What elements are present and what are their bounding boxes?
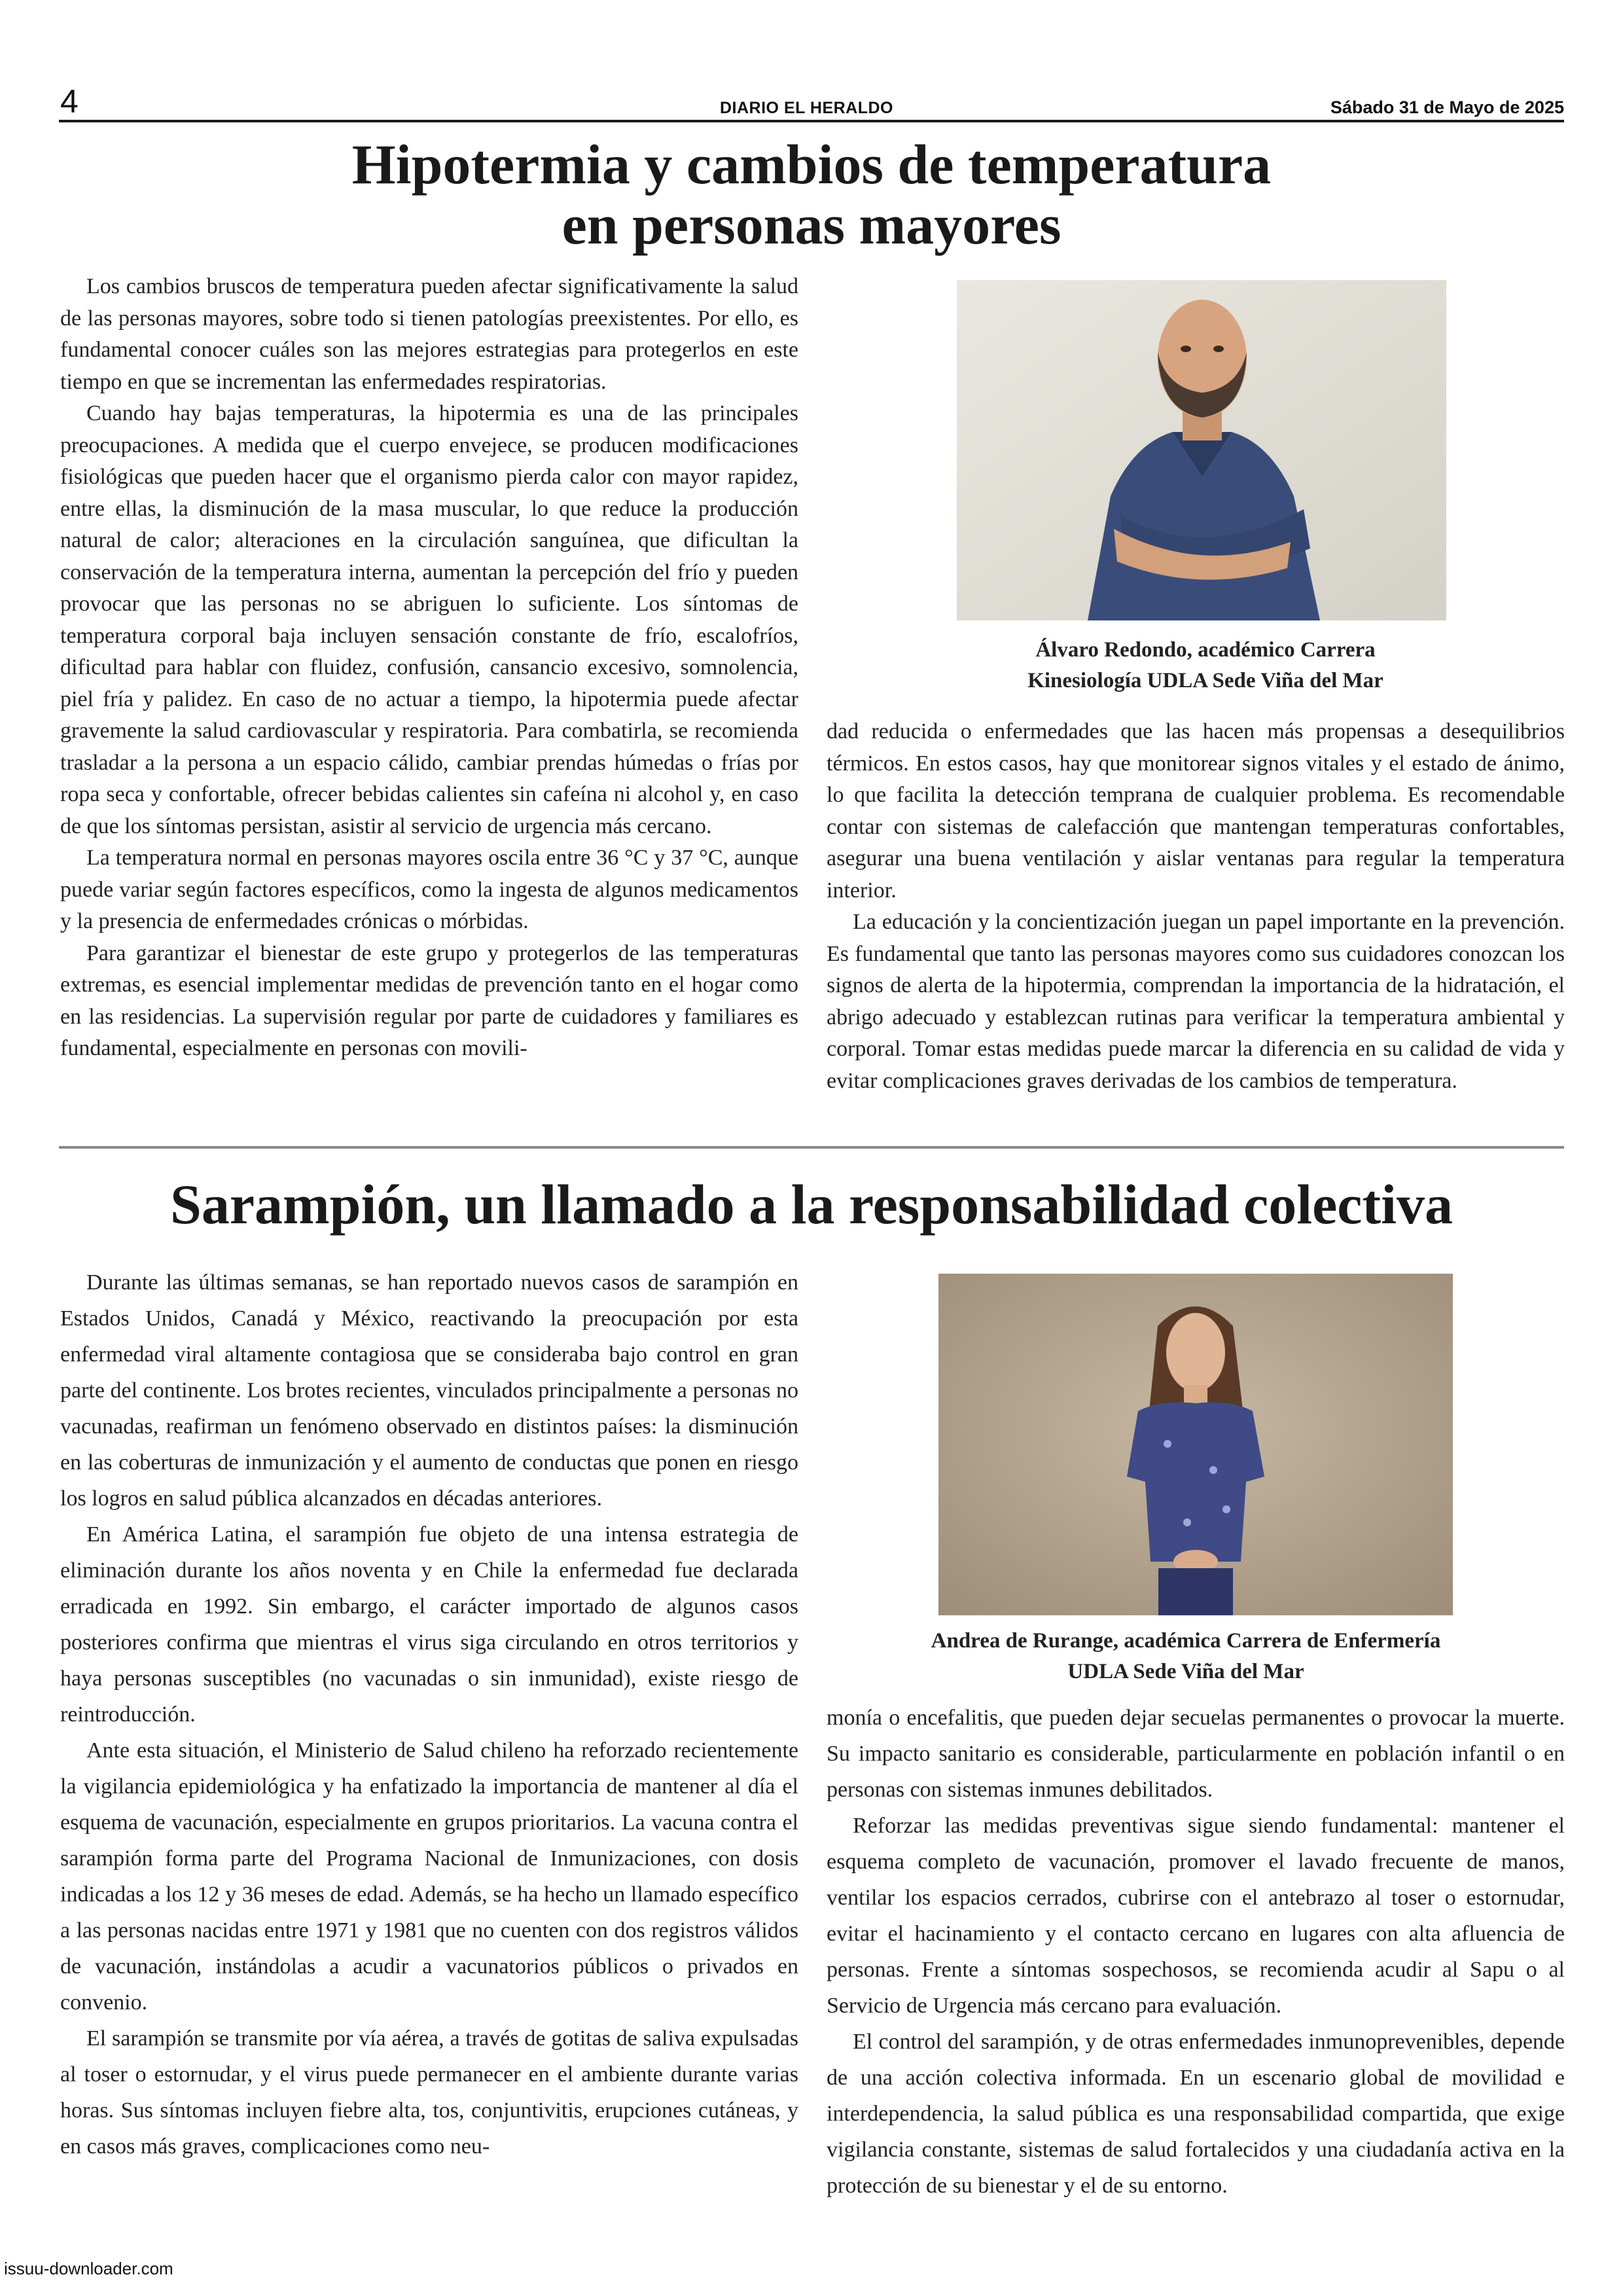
man-portrait-image [957, 280, 1446, 620]
article1-headline [59, 134, 1564, 255]
article1-portrait-photo [957, 280, 1446, 620]
header-rule [59, 120, 1564, 122]
article2-caption-line1: Andrea de Rurange, académica Carrera de Enfermería [931, 1629, 1441, 1653]
watermark-text: issuu-downloader.com [4, 2259, 173, 2278]
article1-left-column [60, 271, 798, 1065]
article1-paragraph: La educación y la concientización juegan un papel importante en la prevención. Es fundamental que tanto las personas mayores como sus cuidadores conozcan los signos de alerta de la hipotermia, comprendan la importancia de la hidratación, el abrigo adecuado y establezcan rutinas para verificar la temperatura ambiental y corporal. Tomar estas medidas puede marcar la diferencia en su calidad de vida y evitar complicaciones graves derivadas de los cambios de temperatura. [827, 910, 1565, 1093]
article1-photo-caption [826, 635, 1585, 696]
article2-paragraph: El control del sarampión, y de otras enfermedades inmunoprevenibles, depende de una acción colectiva informada. En un escenario global de movilidad e interdependencia, la salud pública es una responsabilidad compartida, que exige vigilancia constante, sistemas de salud fortalecidos y una ciudadanía activa en la protección de su bienestar y el de su entorno. [827, 2030, 1565, 2198]
article1-caption-line1: Álvaro Redondo, académico Carrera [1035, 638, 1376, 662]
article1-paragraph: dad reducida o enfermedades que las hacen más propensas a desequilibrios térmicos. En estos casos, hay que monitorear signos vitales y el estado de ánimo, lo que facilita la detección temprana de cualquier problema. Es recomendable contar con sistemas de calefacción que mantengan temperaturas confortables, asegurar una buena ventilación y aislar ventanas para regular la temperatura interior. [827, 719, 1565, 903]
article2-paragraph: Durante las últimas semanas, se han reportado nuevos casos de sarampión en Estados Unidos, Canadá y México, reactivando la preocupación por esta enfermedad viral altamente contagiosa que se consideraba bajo control en gran parte del continente. Los brotes recientes, vinculados principalmente a personas no vacunadas, reafirman un fenómeno observado en distintos países: la disminución en las coberturas de inmunización y el aumento de conductas que ponen en riesgo los logros en salud pública alcanzados en décadas anteriores. [60, 1270, 798, 1511]
article2-portrait-photo [938, 1274, 1453, 1615]
article2-paragraph: monía o encefalitis, que pueden dejar secuelas permanentes o provocar la muerte. Su impacto sanitario es considerable, particularmente en población infantil o en personas con sistemas inmunes debilitados. [827, 1706, 1565, 1802]
article1-right-column [827, 716, 1565, 1097]
article2-paragraph: En América Latina, el sarampión fue objeto de una intensa estrategia de eliminación durante los años noventa y en Chile la enfermedad fue declarada erradicada en 1992. Sin embargo, el carácter importado de algunos casos posteriores confirma que mientras el virus siga circulando en otros territorios y haya personas susceptibles (no vacunadas o sin inmunidad), existe riesgo de reintroducción. [60, 1522, 798, 1727]
woman-portrait-image [938, 1274, 1453, 1615]
article2-paragraph: Reforzar las medidas preventivas sigue siendo fundamental: mantener el esquema completo de vacunación, promover el lavado frecuente de manos, ventilar los espacios cerrados, cubrirse con el antebrazo al toser o estornudar, evitar el hacinamiento y el contacto cercano en lugares con alta afluencia de personas. Frente a síntomas sospechosos, se recomienda acudir al Sapu o al Servicio de Urgencia más cercano para evaluación. [827, 1814, 1565, 2018]
article1-paragraph: Para garantizar el bienestar de este grupo y protegerlos de las temperaturas extremas, es esencial implementar medidas de prevención tanto en el hogar como en las residencias. La supervisión regular por parte de cuidadores y familiares es fundamental, especialmente en personas con movili- [60, 941, 798, 1060]
article1-paragraph: Los cambios bruscos de temperatura pueden afectar significativamente la salud de las personas mayores, sobre todo si tienen patologías preexistentes. Por ello, es fundamental conocer cuáles son las mejores estrategias para protegerlos en este tiempo en que se incrementan las enfermedades respiratorias. [60, 274, 798, 394]
article1-headline-line1: Hipotermia y cambios de temperatura [351, 133, 1272, 196]
page-number: 4 [60, 83, 79, 120]
publication-name: DIARIO EL HERALDO [720, 99, 893, 117]
article2-right-column [827, 1700, 1565, 2204]
article2-paragraph: Ante esta situación, el Ministerio de Salud chileno ha reforzado recientemente la vigilancia epidemiológica y ha enfatizado la importancia de mantener al día el esquema de vacunación, especialmente en grupos prioritarios. La vacuna contra el sarampión forma parte del Programa Nacional de Inmunizaciones, con dosis indicadas a los 12 y 36 meses de edad. Además, se ha hecho un llamado específico a las personas nacidas entre 1971 y 1981 que no cuenten con dos registros válidos de vacunación, instándolas a acudir a vacunatorios públicos o privados en convenio. [60, 1738, 798, 2015]
section-divider [59, 1146, 1564, 1149]
article2-left-column [60, 1265, 798, 2164]
article2-headline: Sarampión, un llamado a la responsabilidad colectiva [170, 1173, 1453, 1236]
article2-photo-caption [839, 1626, 1533, 1687]
article1-caption-line2: Kinesiología UDLA Sede Viña del Mar [1027, 669, 1383, 692]
article1-paragraph: La temperatura normal en personas mayores oscila entre 36 °C y 37 °C, aunque puede variar según factores específicos, como la ingesta de algunos medicamentos y la presencia de enfermedades crónicas o mórbidas. [60, 846, 798, 933]
article2-paragraph: El sarampión se transmite por vía aérea, a través de gotitas de saliva expulsadas al toser o estornudar, y el virus puede permanecer en el ambiente durante varias horas. Sus síntomas incluyen fiebre alta, tos, conjuntivitis, erupciones cutáneas, y en casos más graves, complicaciones como neu- [60, 2026, 798, 2159]
publication-date: Sábado 31 de Mayo de 2025 [1330, 98, 1564, 117]
article2-caption-line2: UDLA Sede Viña del Mar [1067, 1660, 1304, 1683]
article1-paragraph: Cuando hay bajas temperaturas, la hipotermia es una de las principales preocupaciones. A medida que el cuerpo envejece, se producen modificaciones fisiológicas que pueden hacer que el organismo pierda calor con mayor rapidez, entre ellas, la disminución de la masa muscular, lo que reduce la producción natural de calor; alteraciones en la circulación sanguínea, que dificultan la conservación de la temperatura interna, aumentan la percepción del frío y pueden provocar que las personas no se abriguen lo suficiente. Los síntomas de temperatura corporal baja incluyen sensación constante de frío, escalofríos, dificultad para hablar con fluidez, confusión, cansancio excesivo, somnolencia, piel fría y palidez. En caso de no actuar a tiempo, la hipotermia puede afectar gravemente la salud cardiovascular y respiratoria. Para combatirla, se recomienda trasladar a la persona a un espacio cálido, cambiar prendas húmedas o frías por ropa seca y confortable, ofrecer bebidas calientes sin cafeína ni alcohol y, en caso de que los síntomas persistan, asistir al servicio de urgencia más cercano. [60, 401, 798, 838]
article1-headline-line2: en personas mayores [562, 193, 1061, 256]
